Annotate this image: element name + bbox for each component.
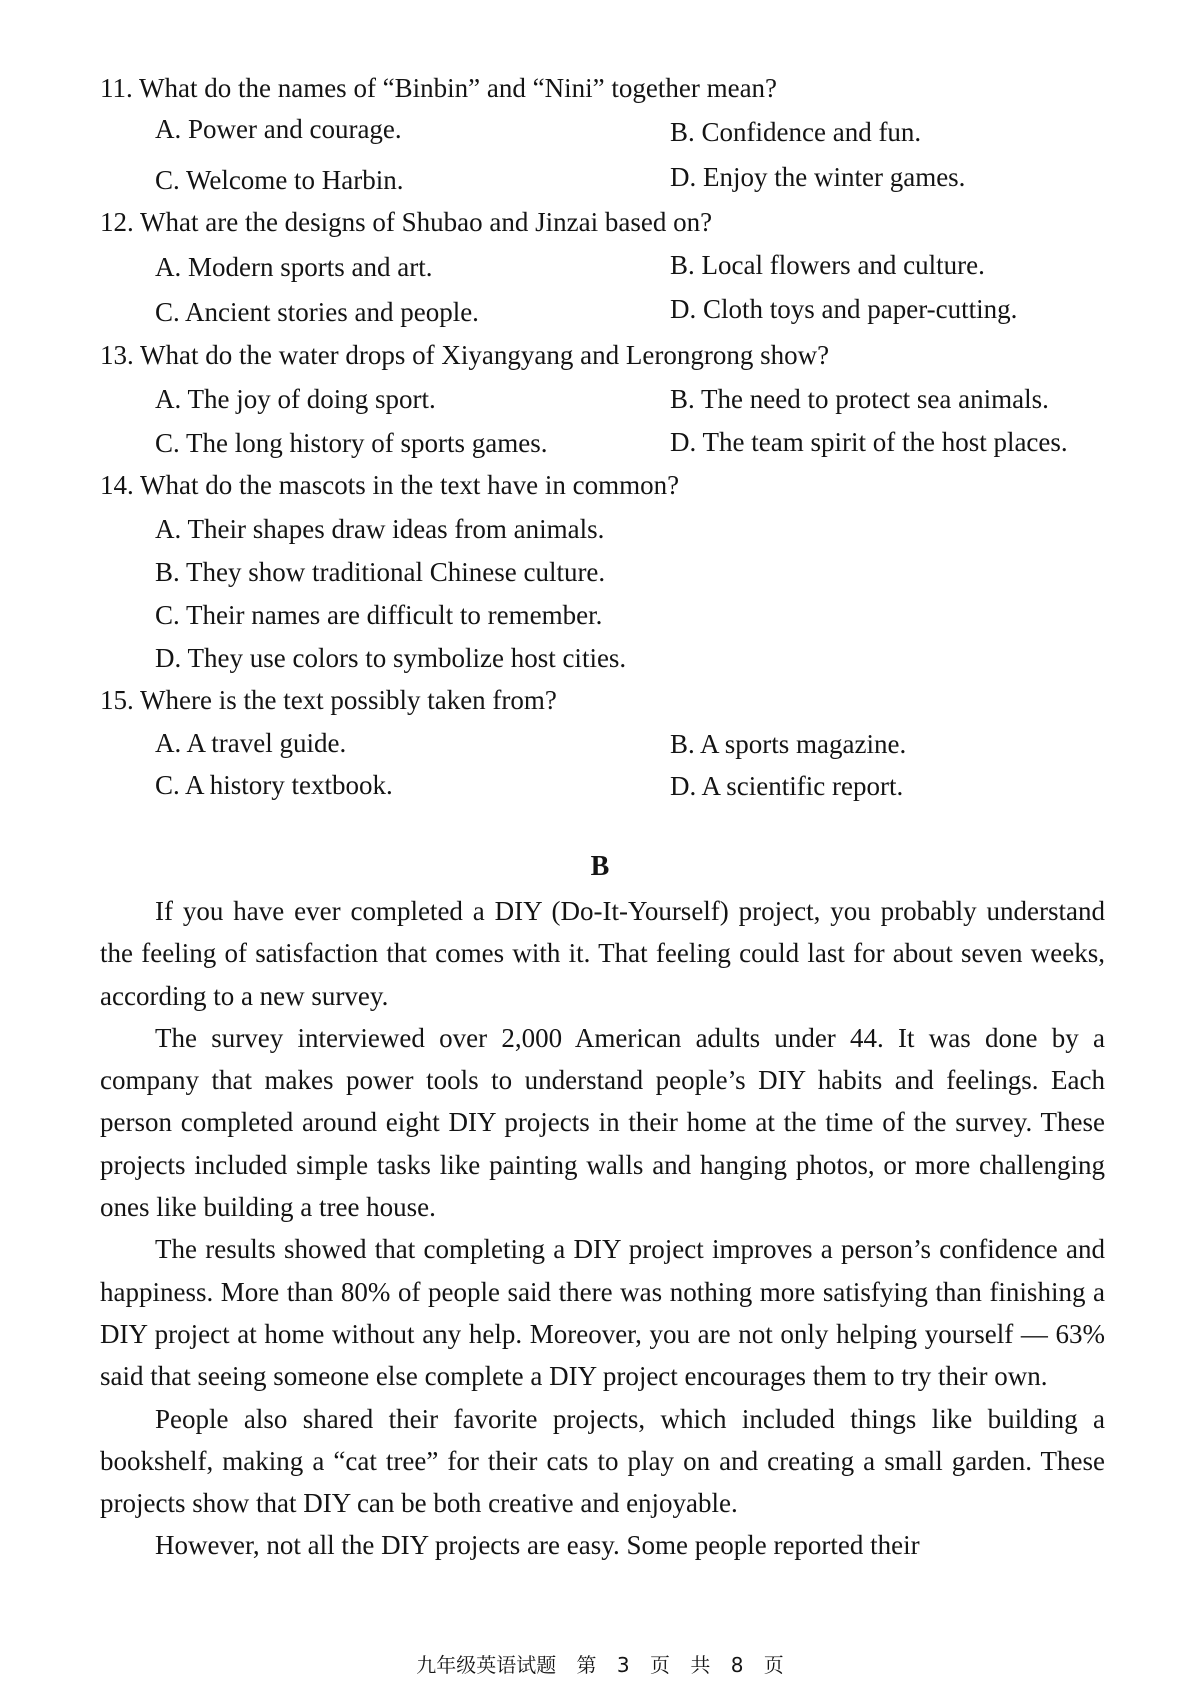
passage-paragraph-1: If you have ever completed a DIY (Do-It-Yourself) project, you probably understand the feeling of satisfaction that comes with it. That feeling could last for about seven weeks, according to a new survey. <box>100 896 1105 1011</box>
question-14-option-c: C. Their names are difficult to remember. <box>155 600 603 630</box>
question-13-option-d: D. The team spirit of the host places. <box>670 427 1068 457</box>
section-b-passage <box>100 890 1105 1567</box>
passage-paragraph-4: People also shared their favorite projects, which included things like building a bookshelf, making a “cat tree” for their cats to play on and creating a small garden. These projects show that DIY can be both creative and enjoyable. <box>100 1403 1105 1519</box>
question-15-option-d: D. A scientific report. <box>670 771 904 801</box>
question-13-option-b: B. The need to protect sea animals. <box>670 384 1049 414</box>
question-15-option-b: B. A sports magazine. <box>670 729 907 759</box>
question-13-stem: 13. What do the water drops of Xiyangyang and Lerongrong show? <box>100 340 830 370</box>
question-12-stem: 12. What are the designs of Shubao and Jinzai based on? <box>100 207 713 237</box>
question-12-option-b: B. Local flowers and culture. <box>670 250 985 280</box>
question-15-option-a: A. A travel guide. <box>155 728 347 758</box>
page-footer: 九年级英语试题 第 3 页 共 8 页 <box>416 1653 784 1677</box>
question-14-option-d: D. They use colors to symbolize host cities. <box>155 643 627 673</box>
question-15-stem: 15. Where is the text possibly taken from? <box>100 685 557 715</box>
question-14-stem: 14. What do the mascots in the text have in common? <box>100 470 680 500</box>
passage-paragraph-2: The survey interviewed over 2,000 American adults under 44. It was done by a company that makes power tools to understand people’s DIY habits and feelings. Each person completed around eight DIY projects in their home at the time of the survey. These projects included simple tasks like painting walls and hanging photos, or more challenging ones like building a tree house. <box>100 1022 1105 1223</box>
question-11-option-c: C. Welcome to Harbin. <box>155 165 404 195</box>
question-13-option-c: C. The long history of sports games. <box>155 428 548 458</box>
question-13-option-a: A. The joy of doing sport. <box>155 384 436 414</box>
question-14-option-a: A. Their shapes draw ideas from animals. <box>155 514 605 544</box>
question-11-option-b: B. Confidence and fun. <box>670 117 922 147</box>
question-11-option-d: D. Enjoy the winter games. <box>670 162 966 192</box>
question-12-option-a: A. Modern sports and art. <box>155 252 433 282</box>
question-11-stem: 11. What do the names of “Binbin” and “Nini” together mean? <box>100 73 778 103</box>
question-12-option-c: C. Ancient stories and people. <box>155 297 479 327</box>
question-14-option-b: B. They show traditional Chinese culture. <box>155 557 606 587</box>
passage-paragraph-3: The results showed that completing a DIY project improves a person’s confidence and happiness. More than 80% of people said there was nothing more satisfying than finishing a DIY project at home without any help. Moreover, you are not only helping yourself — 63% said that seeing someone else complete a DIY project encourages them to try their own. <box>100 1234 1105 1392</box>
question-12-option-d: D. Cloth toys and paper-cutting. <box>670 294 1018 324</box>
question-15-option-c: C. A history textbook. <box>155 770 393 800</box>
question-11-option-a: A. Power and courage. <box>155 114 402 144</box>
section-b-heading: B <box>590 851 610 882</box>
passage-paragraph-5: However, not all the DIY projects are easy. Some people reported their <box>155 1530 920 1561</box>
